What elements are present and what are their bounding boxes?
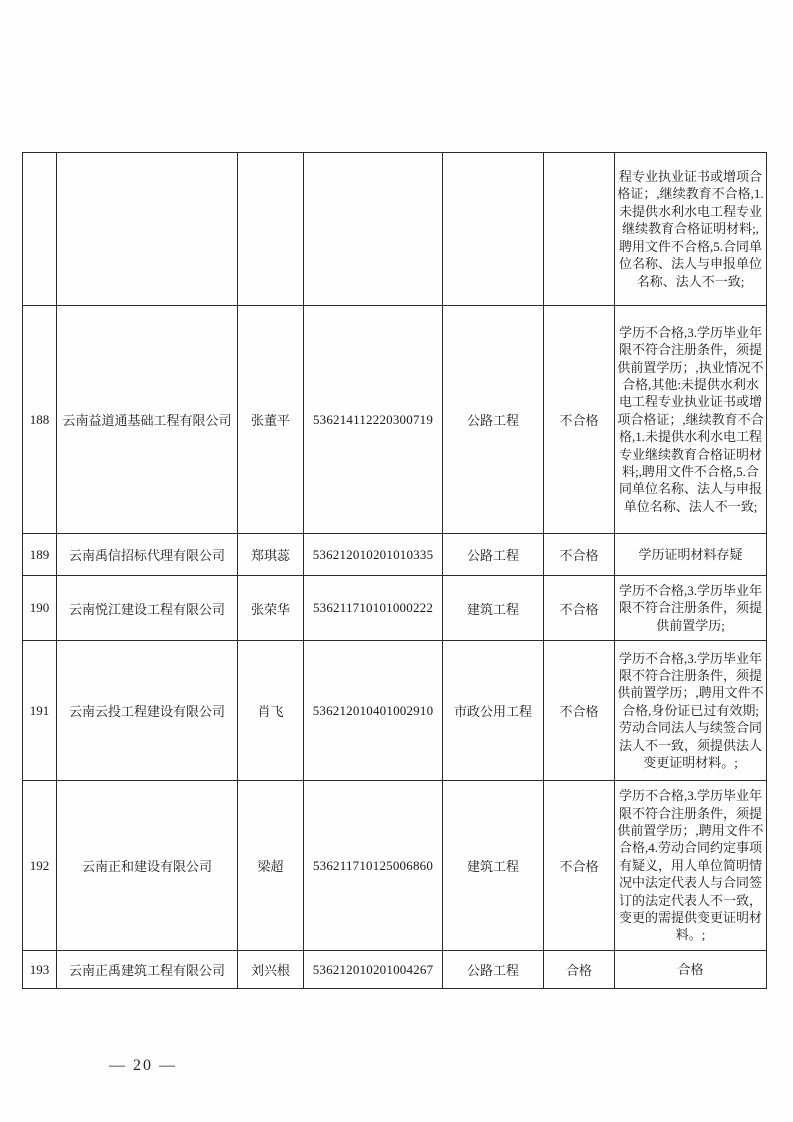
cell-company: 云南正和建设有限公司 (57, 781, 238, 951)
table-row (23, 641, 767, 781)
cell-id-number (304, 153, 443, 306)
table-row (23, 576, 767, 641)
cell-company (57, 153, 238, 306)
cell-company: 云南禹信招标代理有限公司 (57, 534, 238, 576)
cell-company: 云南正禹建筑工程有限公司 (57, 951, 238, 989)
cell-specialty: 公路工程 (443, 534, 544, 576)
cell-result: 不合格 (544, 576, 615, 641)
cell-remark: 合格 (615, 951, 767, 989)
cell-id-number: 536214112220300719 (304, 306, 443, 534)
cell-person: 刘兴根 (238, 951, 304, 989)
table-row (23, 781, 767, 951)
cell-result (544, 153, 615, 306)
cell-result: 合格 (544, 951, 615, 989)
cell-id-number: 536211710101000222 (304, 576, 443, 641)
page-number: — 20 — (109, 1057, 177, 1074)
cell-specialty: 市政公用工程 (443, 641, 544, 781)
cell-person: 梁超 (238, 781, 304, 951)
cell-specialty: 公路工程 (443, 306, 544, 534)
cell-person: 郑琪蕊 (238, 534, 304, 576)
cell-index: 189 (23, 534, 57, 576)
cell-remark: 学历不合格,3.学历毕业年限不符合注册条件，须提供前置学历；,聘用文件不合格,身份证已过有效期;劳动合同法人与续签合同法人不一致，须提供法人变更证明材料。; (615, 641, 767, 781)
cell-specialty: 建筑工程 (443, 781, 544, 951)
cell-index: 188 (23, 306, 57, 534)
cell-index: 190 (23, 576, 57, 641)
table-row (23, 306, 767, 534)
cell-person: 肖飞 (238, 641, 304, 781)
cell-index: 191 (23, 641, 57, 781)
cell-person: 张董平 (238, 306, 304, 534)
cell-person (238, 153, 304, 306)
cell-specialty: 建筑工程 (443, 576, 544, 641)
cell-specialty (443, 153, 544, 306)
cell-remark: 学历证明材料存疑 (615, 534, 767, 576)
cell-id-number: 536212010401002910 (304, 641, 443, 781)
cell-id-number: 536212010201010335 (304, 534, 443, 576)
cell-specialty: 公路工程 (443, 951, 544, 989)
cell-remark: 学历不合格,3.学历毕业年限不符合注册条件，须提供前置学历；,执业情况不合格,其他:未提供水利水电工程专业执业证书或增项合格证；,继续教育不合格,1.未提供水利水电工程专业继续教育合格证明材料;,聘用文件不合格,5.合同单位名称、法人与申报单位名称、法人不一致; (615, 306, 767, 534)
cell-id-number: 536211710125006860 (304, 781, 443, 951)
cell-remark: 程专业执业证书或增项合格证；,继续教育不合格,1.未提供水利水电工程专业继续教育合格证明材料;,聘用文件不合格,5.合同单位名称、法人与申报单位名称、法人不一致; (615, 153, 767, 306)
table-row (23, 951, 767, 989)
cell-result: 不合格 (544, 641, 615, 781)
cell-company: 云南悦江建设工程有限公司 (57, 576, 238, 641)
cell-index: 192 (23, 781, 57, 951)
cell-index (23, 153, 57, 306)
cell-company: 云南益道通基础工程有限公司 (57, 306, 238, 534)
table-row (23, 534, 767, 576)
cell-index: 193 (23, 951, 57, 989)
review-table (22, 152, 767, 989)
cell-result: 不合格 (544, 781, 615, 951)
cell-id-number: 536212010201004267 (304, 951, 443, 989)
cell-person: 张荣华 (238, 576, 304, 641)
cell-result: 不合格 (544, 306, 615, 534)
cell-remark: 学历不合格,3.学历毕业年限不符合注册条件，须提供前置学历；,聘用文件不合格,4.劳动合同约定事项有疑义，用人单位简明情况中法定代表人与合同签订的法定代表人不一致，变更的需提供变更证明材料。; (615, 781, 767, 951)
cell-company: 云南云投工程建设有限公司 (57, 641, 238, 781)
table-row (23, 153, 767, 306)
cell-remark: 学历不合格,3.学历毕业年限不符合注册条件，须提供前置学历; (615, 576, 767, 641)
cell-result: 不合格 (544, 534, 615, 576)
